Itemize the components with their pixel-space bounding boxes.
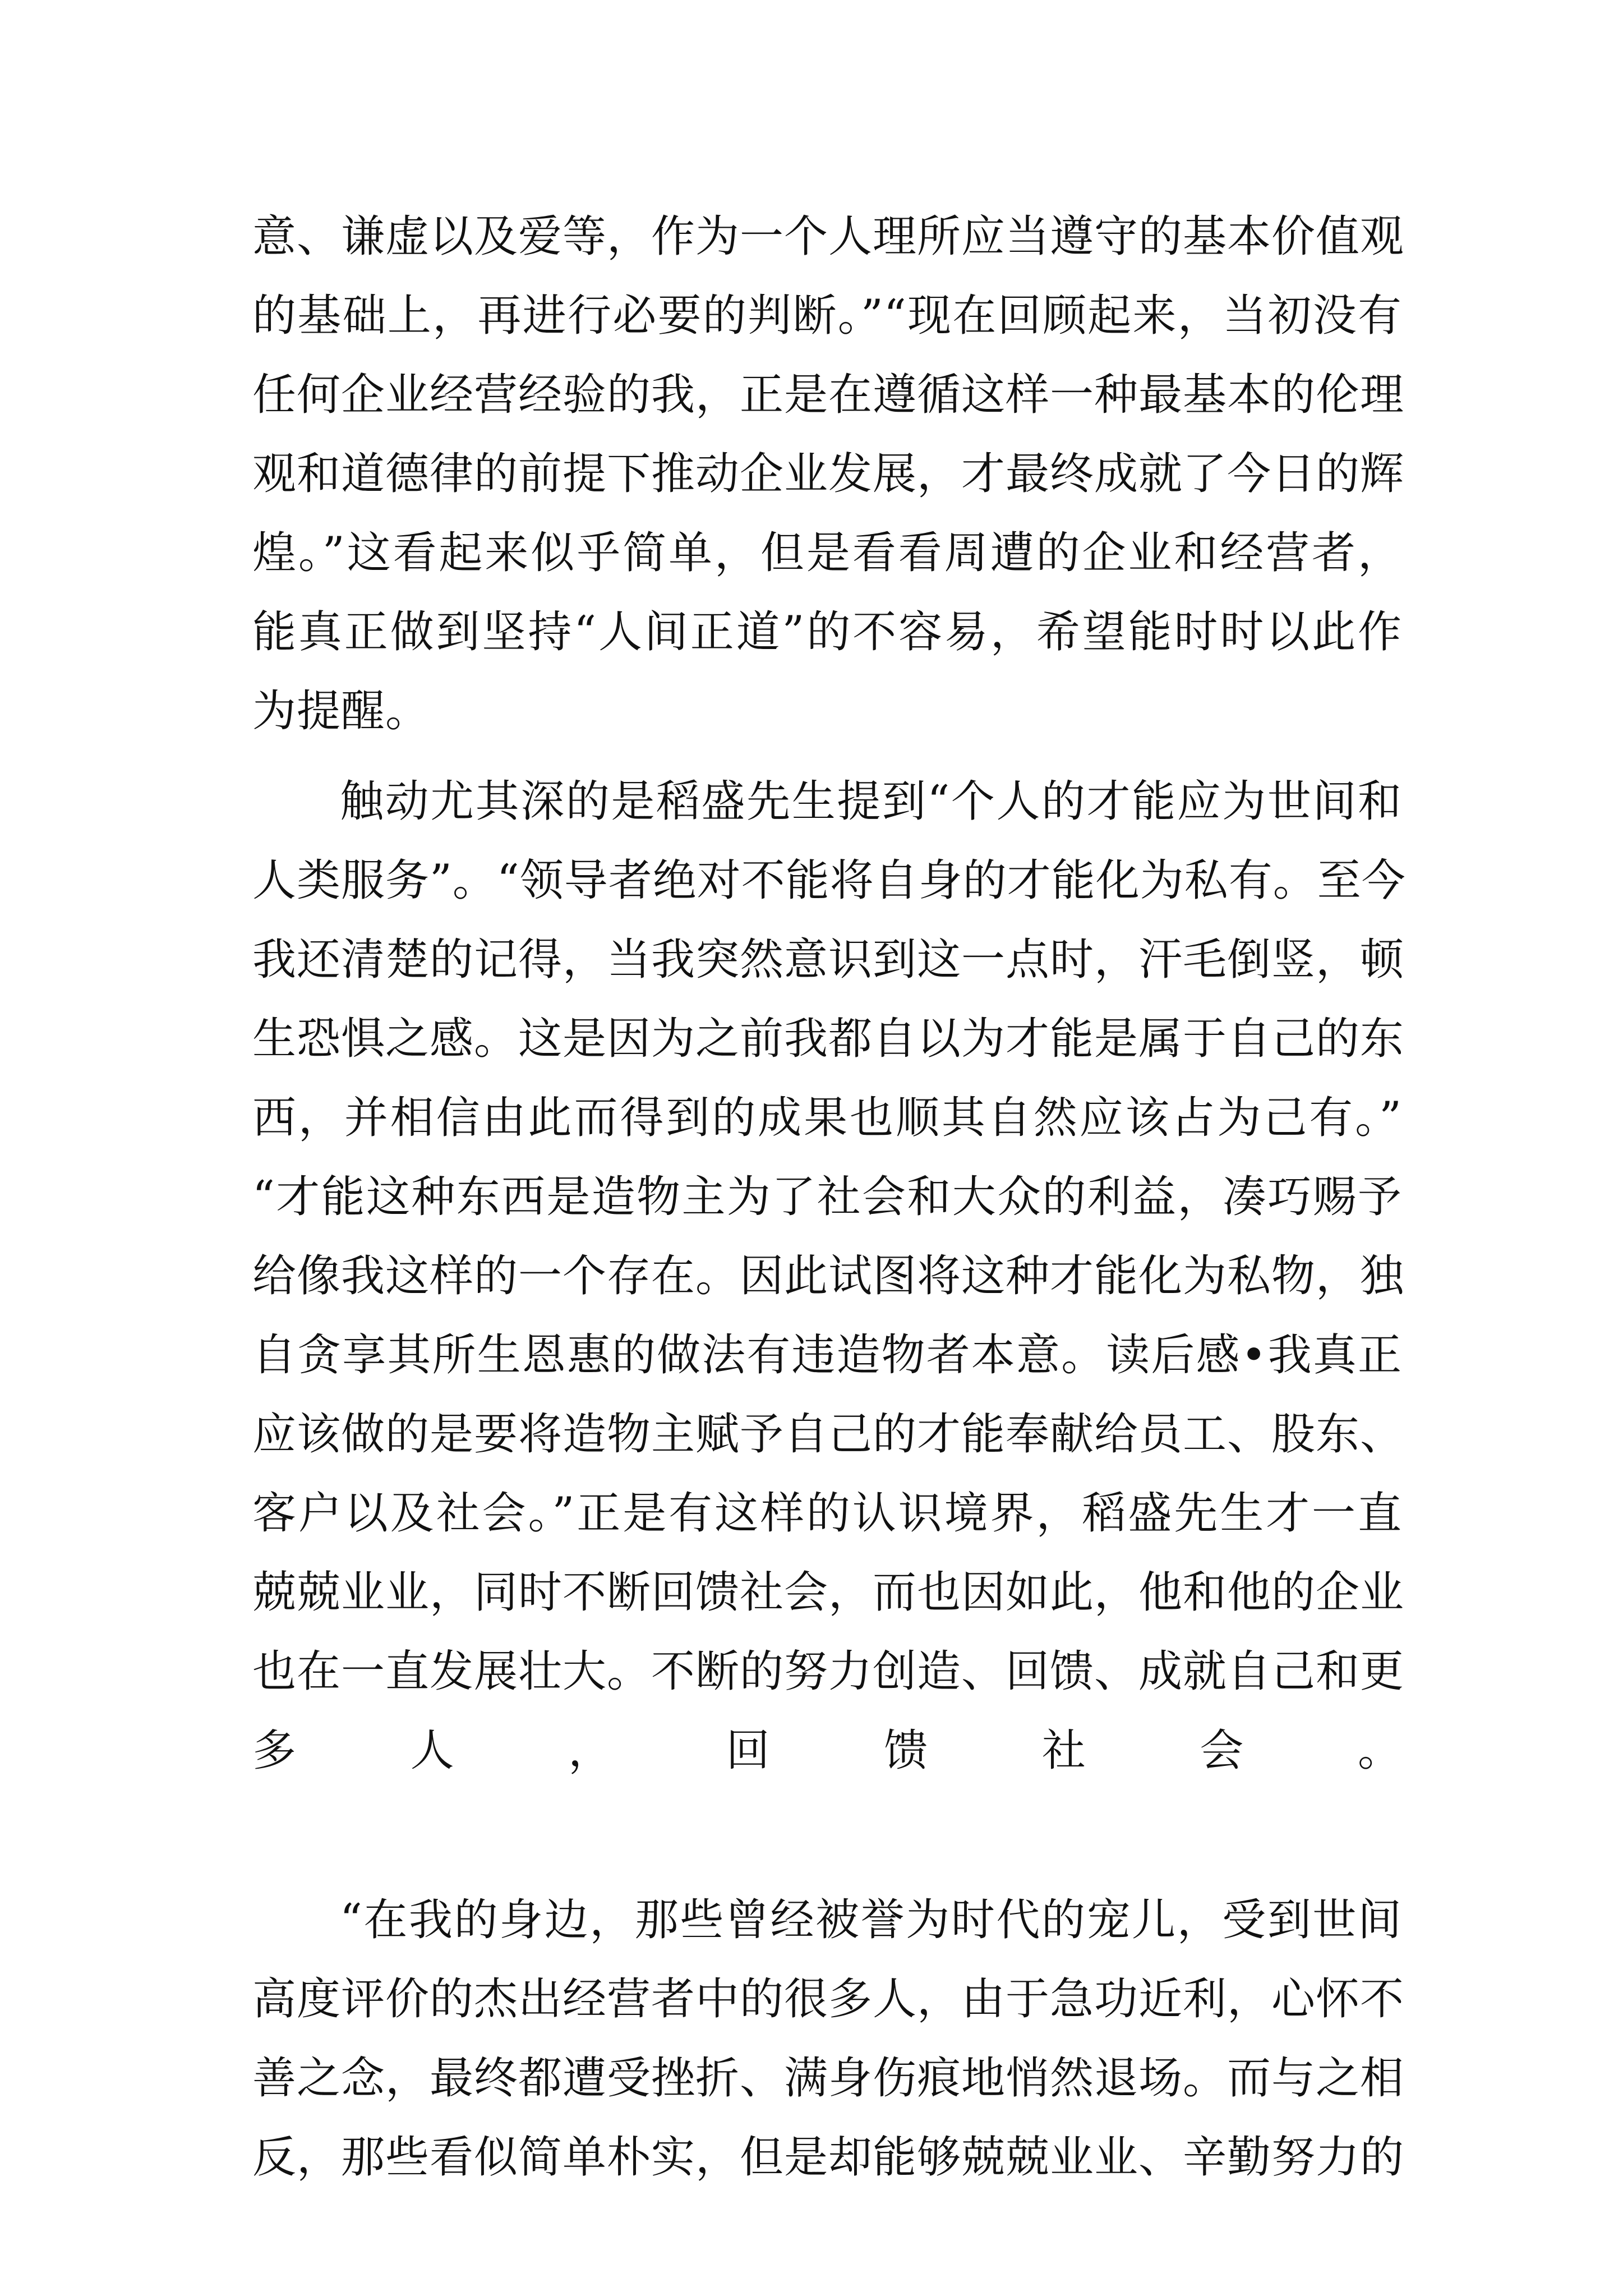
paragraph-2-line-11: 兢兢业业，同时不断回馈社会，而也因如此，他和他的企业: [252, 1567, 1405, 1618]
paragraph-1-line-1: 意、谦虚以及爱等，作为一个人理所应当遵守的基本价值观: [252, 211, 1405, 262]
paragraph-spacer: [252, 1870, 1402, 1881]
paragraph-2-line-7: 给像我这样的一个存在。因此试图将这种才能化为私物，独: [252, 1251, 1405, 1301]
paragraph-2-line-8: 自贪享其所生恩惠的做法有违造物者本意。读后感•我真正: [252, 1330, 1402, 1381]
paragraph-2-line-13: 多人，回馈社会。: [252, 1726, 1402, 1776]
paragraph-spacer: [252, 751, 1402, 762]
paragraph-2-line-4: 生恐惧之感。这是因为之前我都自以为才能是属于自己的东: [252, 1014, 1405, 1064]
paragraph-1-line-5: 煌。”这看起来似乎简单，但是看看周遭的企业和经营者，: [252, 528, 1402, 578]
paragraph-3-line-3: 善之念，最终都遭受挫折、满身伤痕地悄然退场。而与之相: [252, 2053, 1405, 2104]
paragraph-1-line-4: 观和道德律的前提下推动企业发展，才最终成就了今日的辉: [252, 449, 1405, 499]
paragraph-2-line-12: 也在一直发展壮大。不断的努力创造、回馈、成就自己和更: [252, 1646, 1405, 1697]
paragraph-2-line-5: 西，并相信由此而得到的成果也顺其自然应该占为己有。”: [252, 1093, 1402, 1143]
paragraph-3-line-4: 反，那些看似简单朴实，但是却能够兢兢业业、辛勤努力的: [252, 2132, 1405, 2183]
paragraph-2-line-6: “才能这种东西是造物主为了社会和大众的利益，凑巧赐予: [252, 1172, 1402, 1222]
paragraph-2-line-1: 触动尤其深的是稻盛先生提到“个人的才能应为世间和: [340, 776, 1402, 827]
paragraph-2-line-2: 人类服务”。“领导者绝对不能将自身的才能化为私有。至今: [252, 855, 1406, 906]
paragraph-2-line-3: 我还清楚的记得，当我突然意识到这一点时，汗毛倒竖，顿: [252, 935, 1405, 985]
paragraph-2-line-9: 应该做的是要将造物主赋予自己的才能奉献给员工、股东、: [252, 1409, 1405, 1460]
document-body: [252, 197, 1406, 2197]
paragraph-1-line-3: 任何企业经营经验的我，正是在遵循这样一种最基本的伦理: [252, 370, 1405, 420]
paragraph-3-line-2: 高度评价的杰出经营者中的很多人，由于急功近利，心怀不: [252, 1974, 1405, 2024]
paragraph-1-line-7: 为提醒。: [252, 686, 430, 737]
paragraph-2-line-10: 客户以及社会。”正是有这样的认识境界，稻盛先生才一直: [252, 1488, 1402, 1539]
paragraph-3-line-1: “在我的身边，那些曾经被誉为时代的宠儿，受到世间: [340, 1895, 1402, 1945]
paragraph-2-line-14: [252, 1791, 1402, 1870]
paragraph-1-line-6: 能真正做到坚持“人间正道”的不容易，希望能时时以此作: [252, 607, 1402, 657]
paragraph-1-line-2: 的基础上，再进行必要的判断。”“现在回顾起来，当初没有: [252, 291, 1402, 341]
